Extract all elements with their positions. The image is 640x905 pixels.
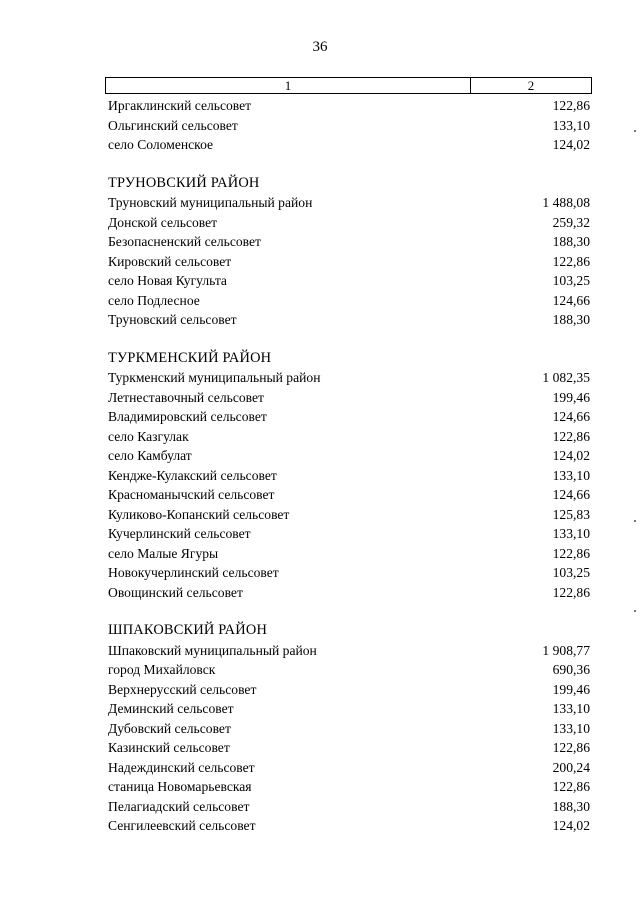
municipality-name: Кировский сельсовет — [108, 253, 232, 269]
allocation-value: 259,32 — [552, 214, 590, 230]
municipality-name: село Казгулак — [108, 428, 189, 444]
table-row — [108, 738, 590, 758]
municipality-name: Иргаклинский сельсовет — [108, 98, 252, 113]
municipality-name: Пелагиадский сельсовет — [108, 798, 250, 814]
table-row — [108, 485, 590, 505]
allocation-list — [108, 96, 590, 836]
table-row — [108, 660, 590, 680]
allocation-value: 122,86 — [552, 253, 590, 269]
allocation-value: 690,36 — [552, 662, 590, 677]
allocation-value: 133,10 — [552, 701, 590, 716]
allocation-value: 124,02 — [552, 448, 590, 463]
column-header-2: 2 — [527, 78, 535, 93]
district-heading: ШПАКОВСКИЙ РАЙОН — [108, 622, 268, 638]
table-row — [108, 252, 590, 272]
table-row — [108, 446, 590, 466]
column-header-1: 1 — [106, 78, 471, 93]
table-row — [108, 699, 590, 719]
municipality-name: Владимировский сельсовет — [108, 409, 267, 424]
municipality-name: Донской сельсовет — [108, 214, 218, 230]
municipality-name: Куликово-Копанский сельсовет — [108, 506, 290, 522]
allocation-value: 122,86 — [552, 428, 590, 444]
table-row — [108, 388, 590, 408]
table-row — [108, 797, 590, 817]
allocation-value: 124,66 — [552, 487, 590, 502]
allocation-value: 103,25 — [552, 565, 590, 580]
allocation-value: 133,10 — [552, 467, 590, 483]
allocation-value: 122,86 — [552, 584, 590, 600]
municipality-name: Надеждинский сельсовет — [108, 759, 255, 775]
municipality-name: село Подлесное — [108, 292, 200, 308]
margin-speck — [634, 520, 636, 522]
allocation-value: 124,02 — [552, 137, 590, 152]
table-row — [108, 758, 590, 778]
table-row — [108, 563, 590, 583]
allocation-value: 188,30 — [552, 234, 590, 249]
allocation-value: 122,86 — [552, 545, 590, 561]
municipality-name: Верхнерусский сельсовет — [108, 681, 257, 697]
municipality-name: Кучерлинский сельсовет — [108, 526, 251, 541]
allocation-value: 122,86 — [552, 779, 590, 794]
municipality-name: станица Новомарьевская — [108, 779, 252, 794]
allocation-value: 199,46 — [552, 389, 590, 405]
table-row — [108, 583, 590, 603]
municipality-name: Новокучерлинский сельсовет — [108, 565, 279, 580]
allocation-value: 124,66 — [552, 409, 590, 424]
allocation-value: 103,25 — [552, 273, 590, 288]
municipality-name: Красноманычский сельсовет — [108, 487, 275, 502]
margin-speck — [634, 130, 636, 132]
allocation-value: 122,86 — [552, 98, 590, 113]
table-row — [108, 291, 590, 311]
district-heading: ТРУНОВСКИЙ РАЙОН — [108, 174, 260, 191]
table-row — [108, 116, 590, 136]
table-row — [108, 96, 590, 116]
table-row — [108, 232, 590, 252]
municipality-name: Труновский муниципальный район — [108, 195, 313, 210]
column-header-row — [105, 77, 592, 94]
municipality-name: село Камбулат — [108, 448, 192, 463]
table-row — [108, 777, 590, 797]
municipality-name: Ольгинский сельсовет — [108, 117, 238, 133]
municipality-name: Сенгилеевский сельсовет — [108, 818, 256, 833]
table-row — [108, 641, 590, 661]
municipality-name: село Новая Кугульта — [108, 273, 227, 288]
municipality-name: Шпаковский муниципальный район — [108, 642, 317, 658]
allocation-value: 199,46 — [552, 681, 590, 697]
table-row — [108, 271, 590, 291]
allocation-value: 124,02 — [552, 818, 590, 833]
municipality-name: Дубовский сельсовет — [108, 720, 231, 736]
allocation-value: 122,86 — [552, 740, 590, 755]
table-row — [108, 466, 590, 486]
allocation-value: 188,30 — [552, 312, 590, 327]
municipality-name: Овощинский сельсовет — [108, 584, 243, 600]
table-row — [108, 524, 590, 544]
table-row — [108, 193, 590, 213]
municipality-name: Летнеставочный сельсовет — [108, 389, 264, 405]
table-row — [108, 680, 590, 700]
table-row — [108, 368, 590, 388]
municipality-name: город Михайловск — [108, 662, 216, 677]
municipality-name: Казинский сельсовет — [108, 740, 230, 755]
municipality-name: Безопасненский сельсовет — [108, 234, 261, 249]
allocation-value: 133,10 — [552, 117, 590, 133]
allocation-value: 1 908,77 — [542, 642, 590, 658]
table-row — [108, 816, 590, 836]
allocation-value: 133,10 — [552, 526, 590, 541]
allocation-value: 1 488,08 — [542, 195, 590, 210]
allocation-value: 125,83 — [552, 506, 590, 522]
table-row — [108, 427, 590, 447]
allocation-value: 188,30 — [552, 798, 590, 814]
page-number: 36 — [312, 39, 328, 55]
table-row — [108, 719, 590, 739]
municipality-name: Кендже-Кулакский сельсовет — [108, 467, 277, 483]
margin-speck — [634, 610, 636, 612]
municipality-name: Деминский сельсовет — [108, 701, 234, 716]
allocation-value: 124,66 — [552, 292, 590, 308]
municipality-name: село Соломенское — [108, 137, 214, 152]
table-row — [108, 310, 590, 330]
table-row — [108, 135, 590, 155]
municipality-name: село Малые Ягуры — [108, 545, 219, 561]
table-row — [108, 505, 590, 525]
table-row — [108, 544, 590, 564]
municipality-name: Туркменский муниципальный район — [108, 370, 321, 385]
allocation-value: 200,24 — [552, 759, 590, 775]
district-heading: ТУРКМЕНСКИЙ РАЙОН — [108, 349, 272, 366]
allocation-value: 133,10 — [552, 720, 590, 736]
municipality-name: Труновский сельсовет — [108, 312, 237, 327]
allocation-value: 1 082,35 — [542, 370, 590, 385]
table-row — [108, 407, 590, 427]
table-row — [108, 213, 590, 233]
